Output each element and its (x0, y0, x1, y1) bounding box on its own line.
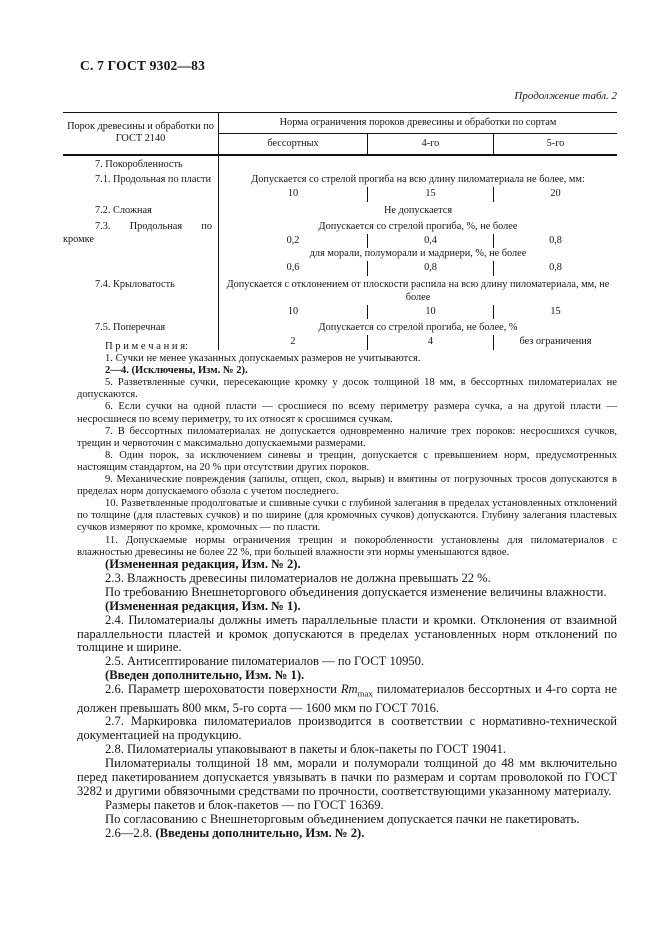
page-title: С. 7 ГОСТ 9302—83 (80, 58, 206, 73)
paragraph-2-5: 2.5. Антисептирование пиломатериалов — по ГОСТ 10950. (105, 654, 425, 669)
value-cell: 0,8 (493, 261, 617, 276)
value-cell: 10 (287, 188, 299, 200)
rm-symbol: Rm (340, 682, 358, 697)
norm-span-text: для морали, полуморали и мадриери, %, не более (309, 248, 527, 260)
value-cell: 10 (287, 305, 299, 317)
value-cell: 15 (493, 305, 617, 320)
defect-column-header: Порок древесины и обработки по ГОСТ 2140 (63, 113, 219, 154)
note-item: 5. Разветвленные сучки, пересекающие кромку у досок толщиной 18 мм, в бессортных пиломатериалах не допускаются. (77, 377, 617, 401)
norm-values-row (219, 261, 617, 276)
paragraph-range-note (77, 827, 617, 841)
grade-header-4th: 4-го (367, 134, 493, 154)
table-row (63, 156, 617, 172)
note-item: 2—4. (Исключены, Изм. № 2). (105, 365, 248, 377)
paragraph: По согласованию с Внешнеторговым объединением допускается пачки не пакетировать. (105, 811, 580, 826)
defect-cell: 7.1. Продольная по пласти (63, 171, 219, 202)
main-text-section (77, 558, 617, 841)
norm-values-row (219, 234, 617, 249)
table-row (63, 218, 617, 276)
norm-cell (219, 202, 617, 218)
table-row (63, 202, 617, 218)
amendment-note: (Измененная редакция, Изм. № 1). (105, 598, 301, 613)
norm-span-text: Не допускается (383, 204, 453, 216)
paragraph-2-4: 2.4. Пиломатериалы должны иметь параллельные пласти и кромки. Отклонения от взаимной параллельности пластей и кромок допускаются в пределах установленных норм отклонений по толщине и ширине. (77, 612, 617, 655)
norm-values-row (219, 305, 617, 320)
value-cell: 0,4 (367, 234, 493, 249)
table-row (63, 276, 617, 319)
note-item: 7. В бессортных пиломатериалах не допускается одновременно наличие трех пороков: несросшихся сучков, трещин и червоточин с максимально допускаемыми размерами. (77, 425, 617, 449)
value-cell: 0,6 (286, 262, 300, 274)
value-cell: 0,8 (367, 261, 493, 276)
paragraph-2-7: 2.7. Маркировка пиломатериалов производится в соответствии с нормативно-технической документацией на продукцию. (77, 714, 617, 743)
paragraph: Размеры пакетов и блок-пакетов — по ГОСТ 16369. (105, 797, 384, 812)
value-cell: без ограничения (493, 335, 617, 350)
notes-section (77, 341, 617, 559)
notes-heading: П р и м е ч а н и я: (105, 341, 189, 352)
grade-header-5th: 5-го (493, 134, 617, 154)
amendment-note: (Введены дополнительно, Изм. № 2). (155, 825, 365, 840)
norm-span-text: Допускается со стрелой прогиба на всю длину пиломатериала не более, мм: (251, 174, 585, 186)
norm-cell (219, 218, 617, 276)
paragraph-2-6 (77, 683, 617, 715)
defect-cell: 7.5. Поперечная (63, 319, 219, 350)
norm-cell (219, 156, 617, 172)
note-item: 11. Допускаемые нормы ограничения трещин и покоробленности установлены для пиломатериалов с влажностью древесины не более 22 %, при большей влажности эти нормы уменьшаются вдвое. (77, 534, 617, 558)
note-item: 6. Если сучки на одной пласти — сросшиеся по всему периметру размера сучка, а на другой пласти — несросшиеся по всему периметру, то их относят к сросшимся сучкам. (77, 401, 617, 425)
grade-header-bessortnyh: бессортных (267, 137, 319, 149)
grade-header-row (219, 134, 617, 154)
value-cell: 10 (367, 305, 493, 320)
note-item: 10. Разветвленные продолговатые и сшивные сучки с глубиной залегания в пределах установленных отклонений по толщине (для пластевых сучков) и по ширине (для кромочных сучков) допускаются. Глубину залегания пластевых сучков измеряют по кромке, кромочных — по пласти. (77, 498, 617, 534)
paragraph-2-8: 2.8. Пиломатериалы упаковывают в пакеты и блок-пакеты по ГОСТ 19041. (105, 742, 507, 757)
note-item: 8. Один порок, за исключением синевы и трещин, допускается с превышением норм, предусмотренных настоящим стандартом, на 20 % при отсутствии других пороков. (77, 449, 617, 473)
norm-header-group (219, 113, 617, 154)
value-cell: 0,2 (286, 234, 300, 246)
norm-values-row (219, 187, 617, 202)
amendment-note: (Измененная редакция, Изм. № 2). (105, 557, 301, 571)
table-caption: Продолжение табл. 2 (514, 90, 617, 102)
value-cell: 20 (493, 187, 617, 202)
value-cell: 15 (367, 187, 493, 202)
norm-column-header: Норма ограничения пороков древесины и обработки по сортам (219, 113, 617, 134)
defect-cell: 7.3. Продольная по кромке (63, 218, 219, 276)
norm-span-text: Допускается с отклонением от плоскости распила на всю длину пиломатериала, мм, не более (226, 278, 610, 303)
value-cell: 2 (290, 336, 296, 348)
paragraph: Пиломатериалы толщиной 18 мм, морали и полуморали толщиной до 48 мм включительно перед пакетированием допускается увязывать в пачки по размерам и сортам проволокой по ГОСТ 3282 и другими обвязочными средствами по прочности, соответствующими указанному материалу. (77, 756, 617, 799)
paragraph: По требованию Внешнеторгового объединения допускается изменение величины влажности. (105, 584, 607, 599)
norm-span-text: Допускается со стрелой прогиба, не более, % (318, 322, 518, 334)
paragraph-2-3: 2.3. Влажность древесины пиломатериалов не должна превышать 22 %. (105, 570, 491, 585)
defect-cell: 7. Покоробленность (63, 156, 219, 172)
value-cell: 0,8 (493, 234, 617, 249)
norm-cell (219, 276, 617, 319)
norm-cell (219, 171, 617, 202)
table-header (63, 112, 617, 156)
defect-limits-table (63, 112, 617, 350)
norm-span-text: Допускается со стрелой прогиба, %, не более (318, 220, 518, 232)
table-body (63, 156, 617, 350)
rm-subscript: max (357, 688, 373, 699)
paragraph-text: 2.6. Параметр шероховатости поверхности (105, 682, 341, 697)
amendment-note: (Введен дополнительно, Изм. № 1). (105, 668, 305, 683)
paragraph-text: пиломатериалов бессортных и 4-го сорта не должен превышать 800 мкм, 5-го сорта — 1600 мкм по ГОСТ 7016. (77, 682, 617, 715)
note-item: 1. Сучки не менее указанных допускаемых размеров не учитываются. (105, 353, 421, 365)
defect-cell: 7.2. Сложная (63, 202, 219, 218)
value-cell: 4 (367, 335, 493, 350)
note-item: 9. Механические повреждения (запилы, отщеп, скол, вырыв) и вмятины от погрузочных тросов допускаются в пределах норм допускаемого обзола с учетом последнего. (77, 474, 617, 498)
defect-cell: 7.4. Крыловатость (63, 276, 219, 319)
paragraph-text: 2.6—2.8. (105, 825, 156, 840)
table-row (63, 171, 617, 202)
